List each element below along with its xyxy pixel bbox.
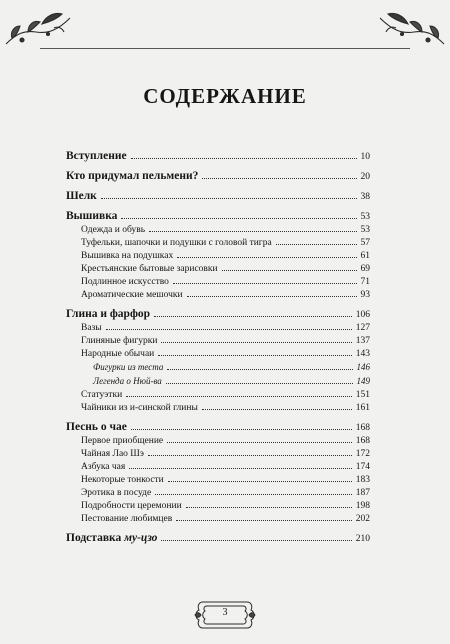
toc-page: 161 bbox=[355, 403, 370, 413]
leader-dots bbox=[276, 244, 357, 245]
toc-page: 168 bbox=[355, 423, 370, 433]
toc-page: 53 bbox=[360, 212, 370, 222]
leader-dots bbox=[131, 429, 352, 430]
toc-page: 71 bbox=[360, 277, 370, 287]
toc-label: Песнь о чае bbox=[66, 421, 127, 433]
toc-label: Шелк bbox=[66, 190, 97, 202]
toc-entry[interactable] bbox=[66, 323, 370, 333]
toc-label: Пестование любимцев bbox=[81, 514, 173, 524]
toc-page: 38 bbox=[360, 192, 370, 202]
toc-page: 187 bbox=[355, 488, 370, 498]
toc-entry[interactable] bbox=[66, 308, 370, 320]
toc-entry[interactable] bbox=[66, 436, 370, 446]
toc-label: Кто придумал пельмени? bbox=[66, 170, 199, 182]
toc-entry[interactable] bbox=[66, 462, 370, 472]
toc-page: 149 bbox=[356, 376, 370, 386]
leader-dots bbox=[222, 270, 357, 271]
leader-dots bbox=[166, 383, 353, 384]
toc-entry[interactable] bbox=[66, 190, 370, 202]
toc-entry[interactable] bbox=[66, 349, 370, 359]
toc-entry[interactable] bbox=[66, 225, 370, 235]
leader-dots bbox=[202, 409, 352, 410]
toc-label: Вышивка bbox=[66, 210, 118, 222]
toc-label: Некоторые тонкости bbox=[81, 475, 164, 485]
toc-entry[interactable] bbox=[66, 532, 370, 544]
page-title: СОДЕРЖАНИЕ bbox=[143, 84, 307, 108]
leader-dots bbox=[161, 540, 351, 541]
toc-label: Ароматические мешочки bbox=[81, 290, 183, 300]
leader-dots bbox=[106, 329, 352, 330]
toc-entry[interactable] bbox=[66, 362, 370, 373]
leader-dots bbox=[149, 231, 356, 232]
leader-dots bbox=[154, 316, 352, 317]
toc-page: 183 bbox=[355, 475, 370, 485]
leader-dots bbox=[101, 198, 357, 199]
toc-page: 210 bbox=[355, 534, 370, 544]
toc-page: 127 bbox=[355, 323, 370, 333]
toc-label: Вышивка на подушках bbox=[81, 251, 174, 261]
toc-page: 57 bbox=[360, 238, 370, 248]
toc-page: 146 bbox=[356, 362, 370, 372]
toc-label: Подробности церемонии bbox=[81, 501, 182, 511]
page-number: 3 bbox=[222, 607, 228, 618]
toc-label: Подлинное искусство bbox=[81, 277, 169, 287]
bird-flower-ornament-icon bbox=[2, 4, 74, 48]
toc-entry[interactable] bbox=[66, 514, 370, 524]
leader-dots bbox=[155, 494, 352, 495]
toc-label: Статуэтки bbox=[81, 390, 123, 400]
toc-entry[interactable] bbox=[66, 376, 370, 387]
toc-label: Крестьянские бытовые зарисовки bbox=[81, 264, 218, 274]
leader-dots bbox=[176, 520, 352, 521]
leader-dots bbox=[168, 481, 352, 482]
leader-dots bbox=[158, 355, 352, 356]
leader-dots bbox=[126, 396, 352, 397]
toc-entry[interactable] bbox=[66, 403, 370, 413]
toc-page: 10 bbox=[360, 152, 370, 162]
toc-page: 151 bbox=[355, 390, 370, 400]
toc-entry[interactable] bbox=[66, 336, 370, 346]
bird-flower-ornament-icon bbox=[376, 4, 448, 48]
toc-label-italic: му-цзо bbox=[124, 532, 158, 544]
toc-page: 106 bbox=[355, 310, 370, 320]
toc-page: 93 bbox=[360, 290, 370, 300]
toc-label: Вазы bbox=[81, 323, 102, 333]
toc-entry[interactable] bbox=[66, 277, 370, 287]
toc-label: Чайники из и-синской глины bbox=[81, 403, 198, 413]
toc-label: Одежда и обувь bbox=[81, 225, 146, 235]
toc-page: 174 bbox=[355, 462, 370, 472]
toc-page: 143 bbox=[355, 349, 370, 359]
toc-label: Чайная Лао Шэ bbox=[81, 449, 144, 459]
toc-label: Народные обычаи bbox=[81, 349, 155, 359]
toc-label: Эротика в посуде bbox=[81, 488, 152, 498]
leader-dots bbox=[187, 296, 357, 297]
toc-entry[interactable] bbox=[66, 421, 370, 433]
toc-label: Фигурки из теста bbox=[93, 362, 164, 372]
toc-label: Глина и фарфор bbox=[66, 308, 151, 320]
toc-label: Азбука чая bbox=[81, 462, 126, 472]
toc-page: 53 bbox=[360, 225, 370, 235]
toc-entry[interactable] bbox=[66, 290, 370, 300]
toc-page: 137 bbox=[355, 336, 370, 346]
toc-entry[interactable] bbox=[66, 475, 370, 485]
leader-dots bbox=[173, 283, 357, 284]
toc-page: 168 bbox=[355, 436, 370, 446]
toc-label: Первое приобщение bbox=[81, 436, 164, 446]
toc-entry[interactable] bbox=[66, 150, 370, 162]
toc-entry[interactable] bbox=[66, 501, 370, 511]
toc-label: Туфельки, шапочки и подушки с головой тигра bbox=[81, 238, 272, 248]
toc-entry[interactable] bbox=[66, 251, 370, 261]
leader-dots bbox=[161, 342, 351, 343]
toc-page: 61 bbox=[360, 251, 370, 261]
leader-dots bbox=[129, 468, 351, 469]
toc-label: Подставка му-цзо bbox=[66, 532, 158, 544]
toc-entry[interactable] bbox=[66, 488, 370, 498]
toc-label: Вступление bbox=[66, 150, 127, 162]
leader-dots bbox=[131, 158, 357, 159]
toc-label: Глиняные фигурки bbox=[81, 336, 158, 346]
toc-entry[interactable] bbox=[66, 210, 370, 222]
page-number-cartouche bbox=[193, 598, 257, 637]
header-rule bbox=[40, 48, 410, 49]
leader-dots bbox=[148, 455, 352, 456]
toc-page: 20 bbox=[360, 172, 370, 182]
toc-page: 172 bbox=[355, 449, 370, 459]
toc-entry[interactable] bbox=[66, 264, 370, 274]
toc-entry[interactable] bbox=[66, 449, 370, 459]
toc-entry[interactable] bbox=[66, 238, 370, 248]
leader-dots bbox=[167, 442, 352, 443]
toc-page: 198 bbox=[355, 501, 370, 511]
toc-page: 69 bbox=[360, 264, 370, 274]
toc-page: 202 bbox=[355, 514, 370, 524]
toc-entry[interactable] bbox=[66, 390, 370, 400]
toc-entry[interactable] bbox=[66, 170, 370, 182]
leader-dots bbox=[202, 178, 356, 179]
table-of-contents bbox=[66, 150, 370, 544]
leader-dots bbox=[177, 257, 356, 258]
leader-dots bbox=[121, 218, 356, 219]
leader-dots bbox=[167, 369, 352, 370]
leader-dots bbox=[186, 507, 352, 508]
toc-label: Легенда о Нюй-ва bbox=[93, 376, 162, 386]
